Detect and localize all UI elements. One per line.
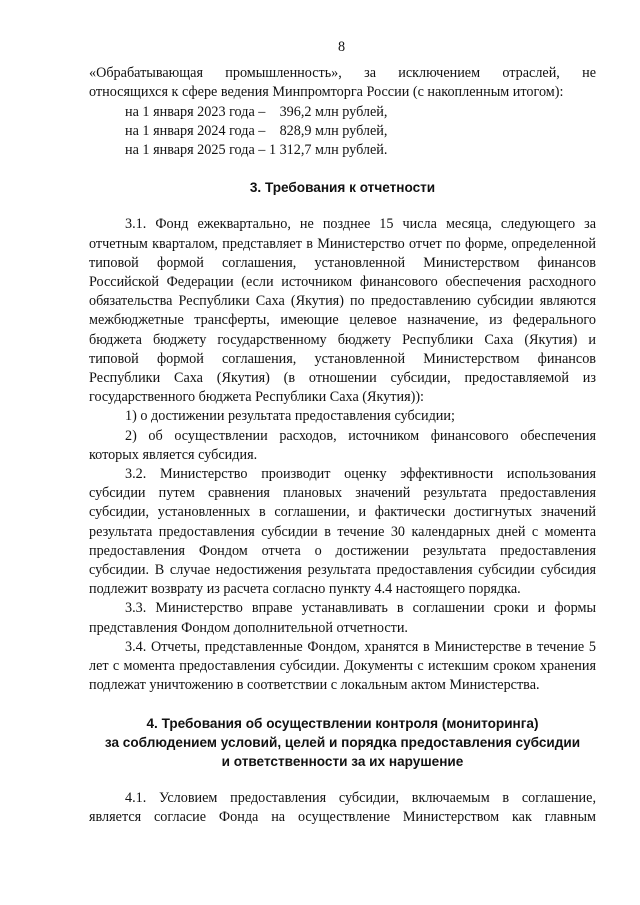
amount-2023: на 1 января 2023 года – 396,2 млн рублей, — [125, 103, 388, 120]
list-item-3-1-1: 1) о достижении результата предоставления субсидии; — [125, 408, 455, 425]
intro-line-2: относящихся к сфере ведения Минпромторга России (с накопленным итогом): — [89, 84, 564, 101]
section-4-heading-line-3: и ответственности за их нарушение — [221, 753, 464, 769]
section-4-heading-line-1: 4. Требования об осуществлении контроля (мониторинга) — [146, 715, 539, 731]
intro-line-1: «Обрабатывающая промышленность», за исключением отраслей, не — [89, 65, 596, 82]
paragraph-3-1: 3.1. Фонд ежеквартально, не позднее 15 числа месяца, следующего за отчетным кварталом, представляет в Министерство отчет по форме, определенной типовой формой соглашения, установленной Министерством финансов Российской Федерации (если источником финансового обеспечения расходного обязательства Республики Саха (Якутия) по предоставлению субсидии являются межбюджетные трансферты, имеющие целевое назначение, из федерального бюджета бюджету государственному бюджету Республики Саха (Якутия) и типовой формой соглашения, установленной Министерством финансов Республики Саха (Якутия) (в отношении субсидии, предоставляемой из государственного бюджета Республики Саха (Якутия)): — [89, 216, 596, 406]
amount-2024: на 1 января 2024 года – 828,9 млн рублей, — [125, 122, 388, 139]
amount-2025: на 1 января 2025 года – 1 312,7 млн рублей. — [125, 142, 388, 159]
paragraph-4-1: 4.1. Условием предоставления субсидии, включаемым в соглашение, является согласие Фонда на осуществление Министерством как главным — [89, 790, 596, 826]
list-item-3-1-2: 2) об осуществлении расходов, источником финансового обеспечения которых является субсидия. — [89, 427, 596, 463]
section-4-heading-line-2: за соблюдением условий, целей и порядка предоставления субсидии — [104, 734, 581, 750]
paragraph-3-4: 3.4. Отчеты, представленные Фондом, хранятся в Министерстве в течение 5 лет с момента предоставления субсидии. Документы с истекшим сроком хранения подлежат уничтожению в соответствии с локальным актом Министерства. — [89, 638, 596, 694]
page-number: 8 — [337, 39, 346, 55]
section-4-heading — [89, 714, 596, 772]
paragraph-3-2: 3.2. Министерство производит оценку эффективности использования субсидии путем сравнения плановых значений результата предоставления субсидии, установленных в соглашении, и фактически достигнутых значений результата предоставления субсидии в течение 30 календарных дней с момента предоставления Фондом отчета о достижении результата предоставления субсидии. В случае недостижения результата предоставления субсидии субсидия подлежит возврату из расчета согласно пункту 4.4 настоящего порядка. — [89, 466, 596, 598]
section-3-heading: 3. Требования к отчетности — [249, 180, 436, 196]
paragraph-3-3: 3.3. Министерство вправе устанавливать в соглашении сроки и формы представления Фондом дополнительной отчетности. — [89, 600, 596, 636]
